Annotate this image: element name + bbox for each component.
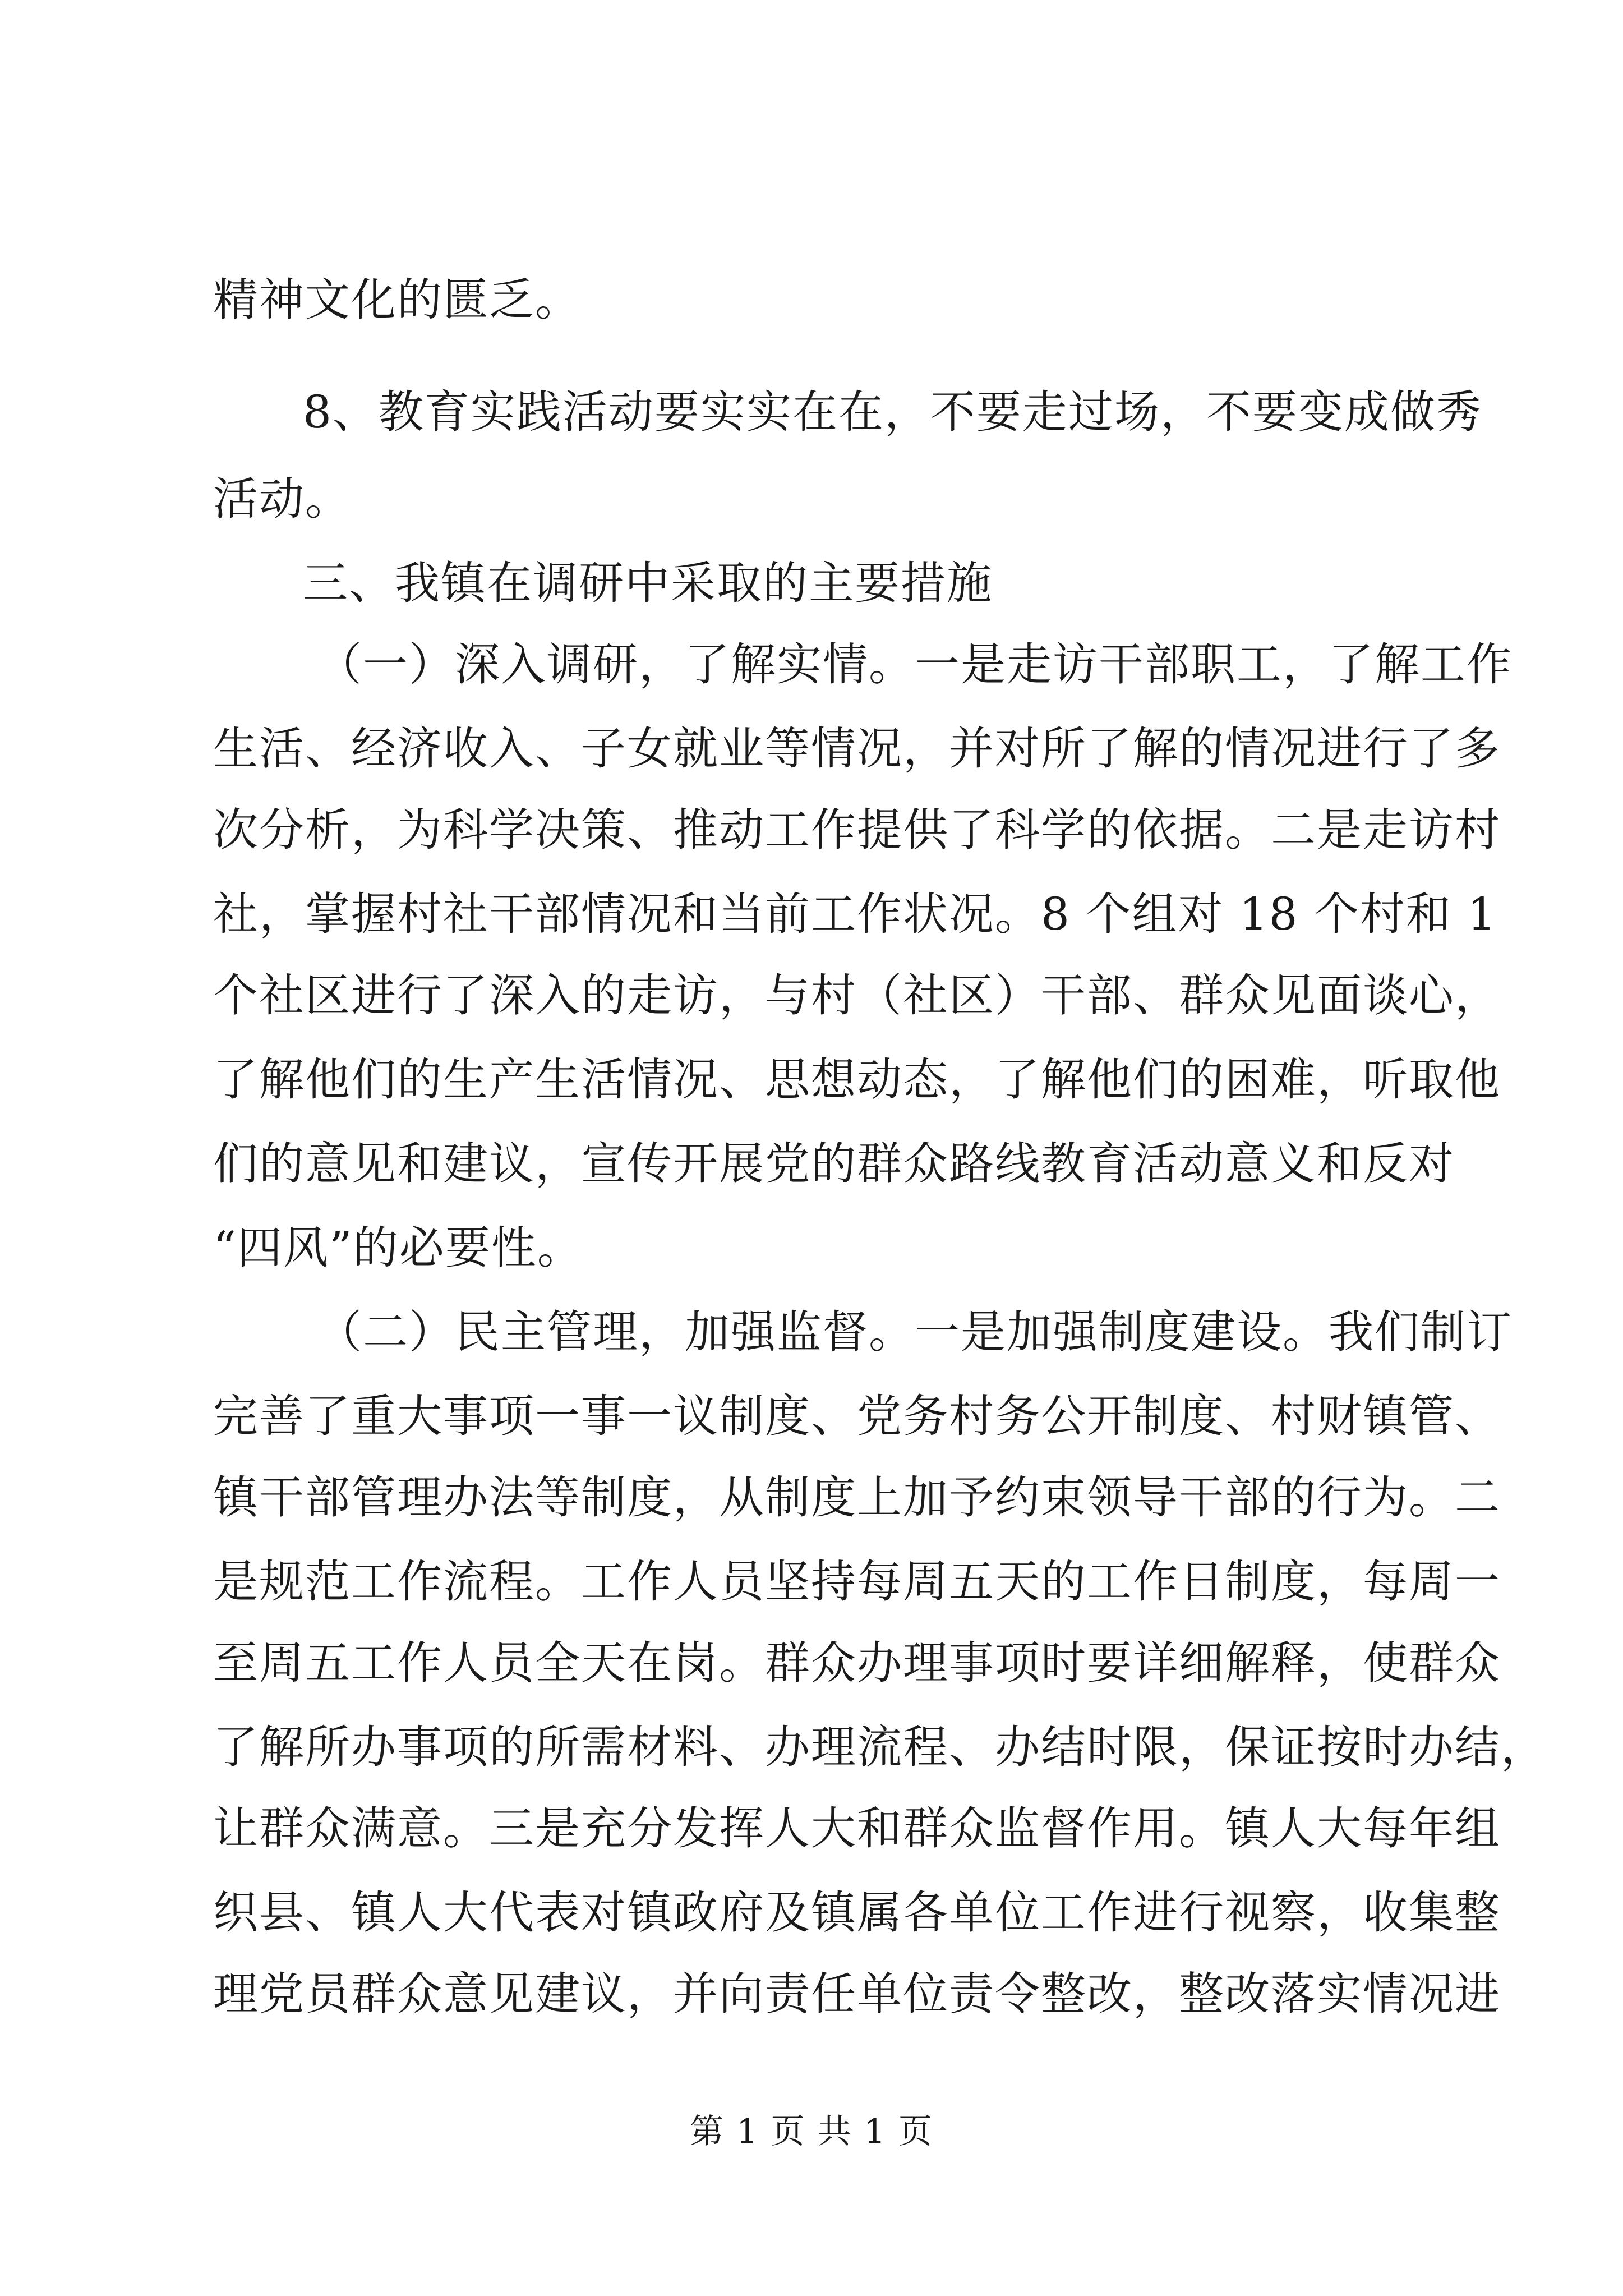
text-line: 让群众满意。三是充分发挥人大和群众监督作用。镇人大每年组 — [213, 1802, 1501, 1855]
text-line: 活动。 — [213, 473, 351, 525]
page-footer: 第 1 页 共 1 页 — [690, 2112, 933, 2151]
text-line: （二）民主管理，加强监督。一是加强制度建设。我们制订 — [317, 1306, 1513, 1358]
text-line: 精神文化的匮乏。 — [213, 274, 581, 326]
text-line: “四风”的必要性。 — [213, 1222, 583, 1274]
text-line: 了解他们的生产生活情况、思想动态，了解他们的困难，听取他 — [213, 1053, 1501, 1106]
text-line: （一）深入调研，了解实情。一是走访干部职工，了解工作 — [317, 638, 1513, 691]
text-line: 个社区进行了深入的走访，与村（社区）干部、群众见面谈心， — [213, 969, 1501, 1022]
section-heading: 三、我镇在调研中采取的主要措施 — [303, 557, 993, 609]
text-line: 织县、镇人大代表对镇政府及镇属各单位工作进行视察，收集整 — [213, 1887, 1501, 1939]
text-line: 们的意见和建议，宣传开展党的群众路线教育活动意义和反对 — [213, 1138, 1455, 1190]
text-line: 社，掌握村社干部情况和当前工作状况。8 个组对 18 个村和 1 — [213, 888, 1497, 940]
text-line: 是规范工作流程。工作人员坚持每周五天的工作日制度，每周一 — [213, 1556, 1501, 1608]
text-line: 完善了重大事项一事一议制度、党务村务公开制度、村财镇管、 — [213, 1390, 1501, 1442]
text-line: 至周五工作人员全天在岗。群众办理事项时要详细解释，使群众 — [213, 1637, 1501, 1689]
text-line: 8、教育实践活动要实实在在，不要走过场，不要变成做秀 — [303, 386, 1482, 438]
text-line: 生活、经济收入、子女就业等情况，并对所了解的情况进行了多 — [213, 723, 1501, 775]
text-line: 了解所办事项的所需材料、办理流程、办结时限，保证按时办结， — [213, 1721, 1547, 1773]
text-line: 镇干部管理办法等制度，从制度上加予约束领导干部的行为。二 — [213, 1471, 1501, 1524]
text-line: 理党员群众意见建议，并向责任单位责令整改，整改落实情况进 — [213, 1968, 1501, 2020]
text-line: 次分析，为科学决策、推动工作提供了科学的依据。二是走访村 — [213, 804, 1501, 856]
